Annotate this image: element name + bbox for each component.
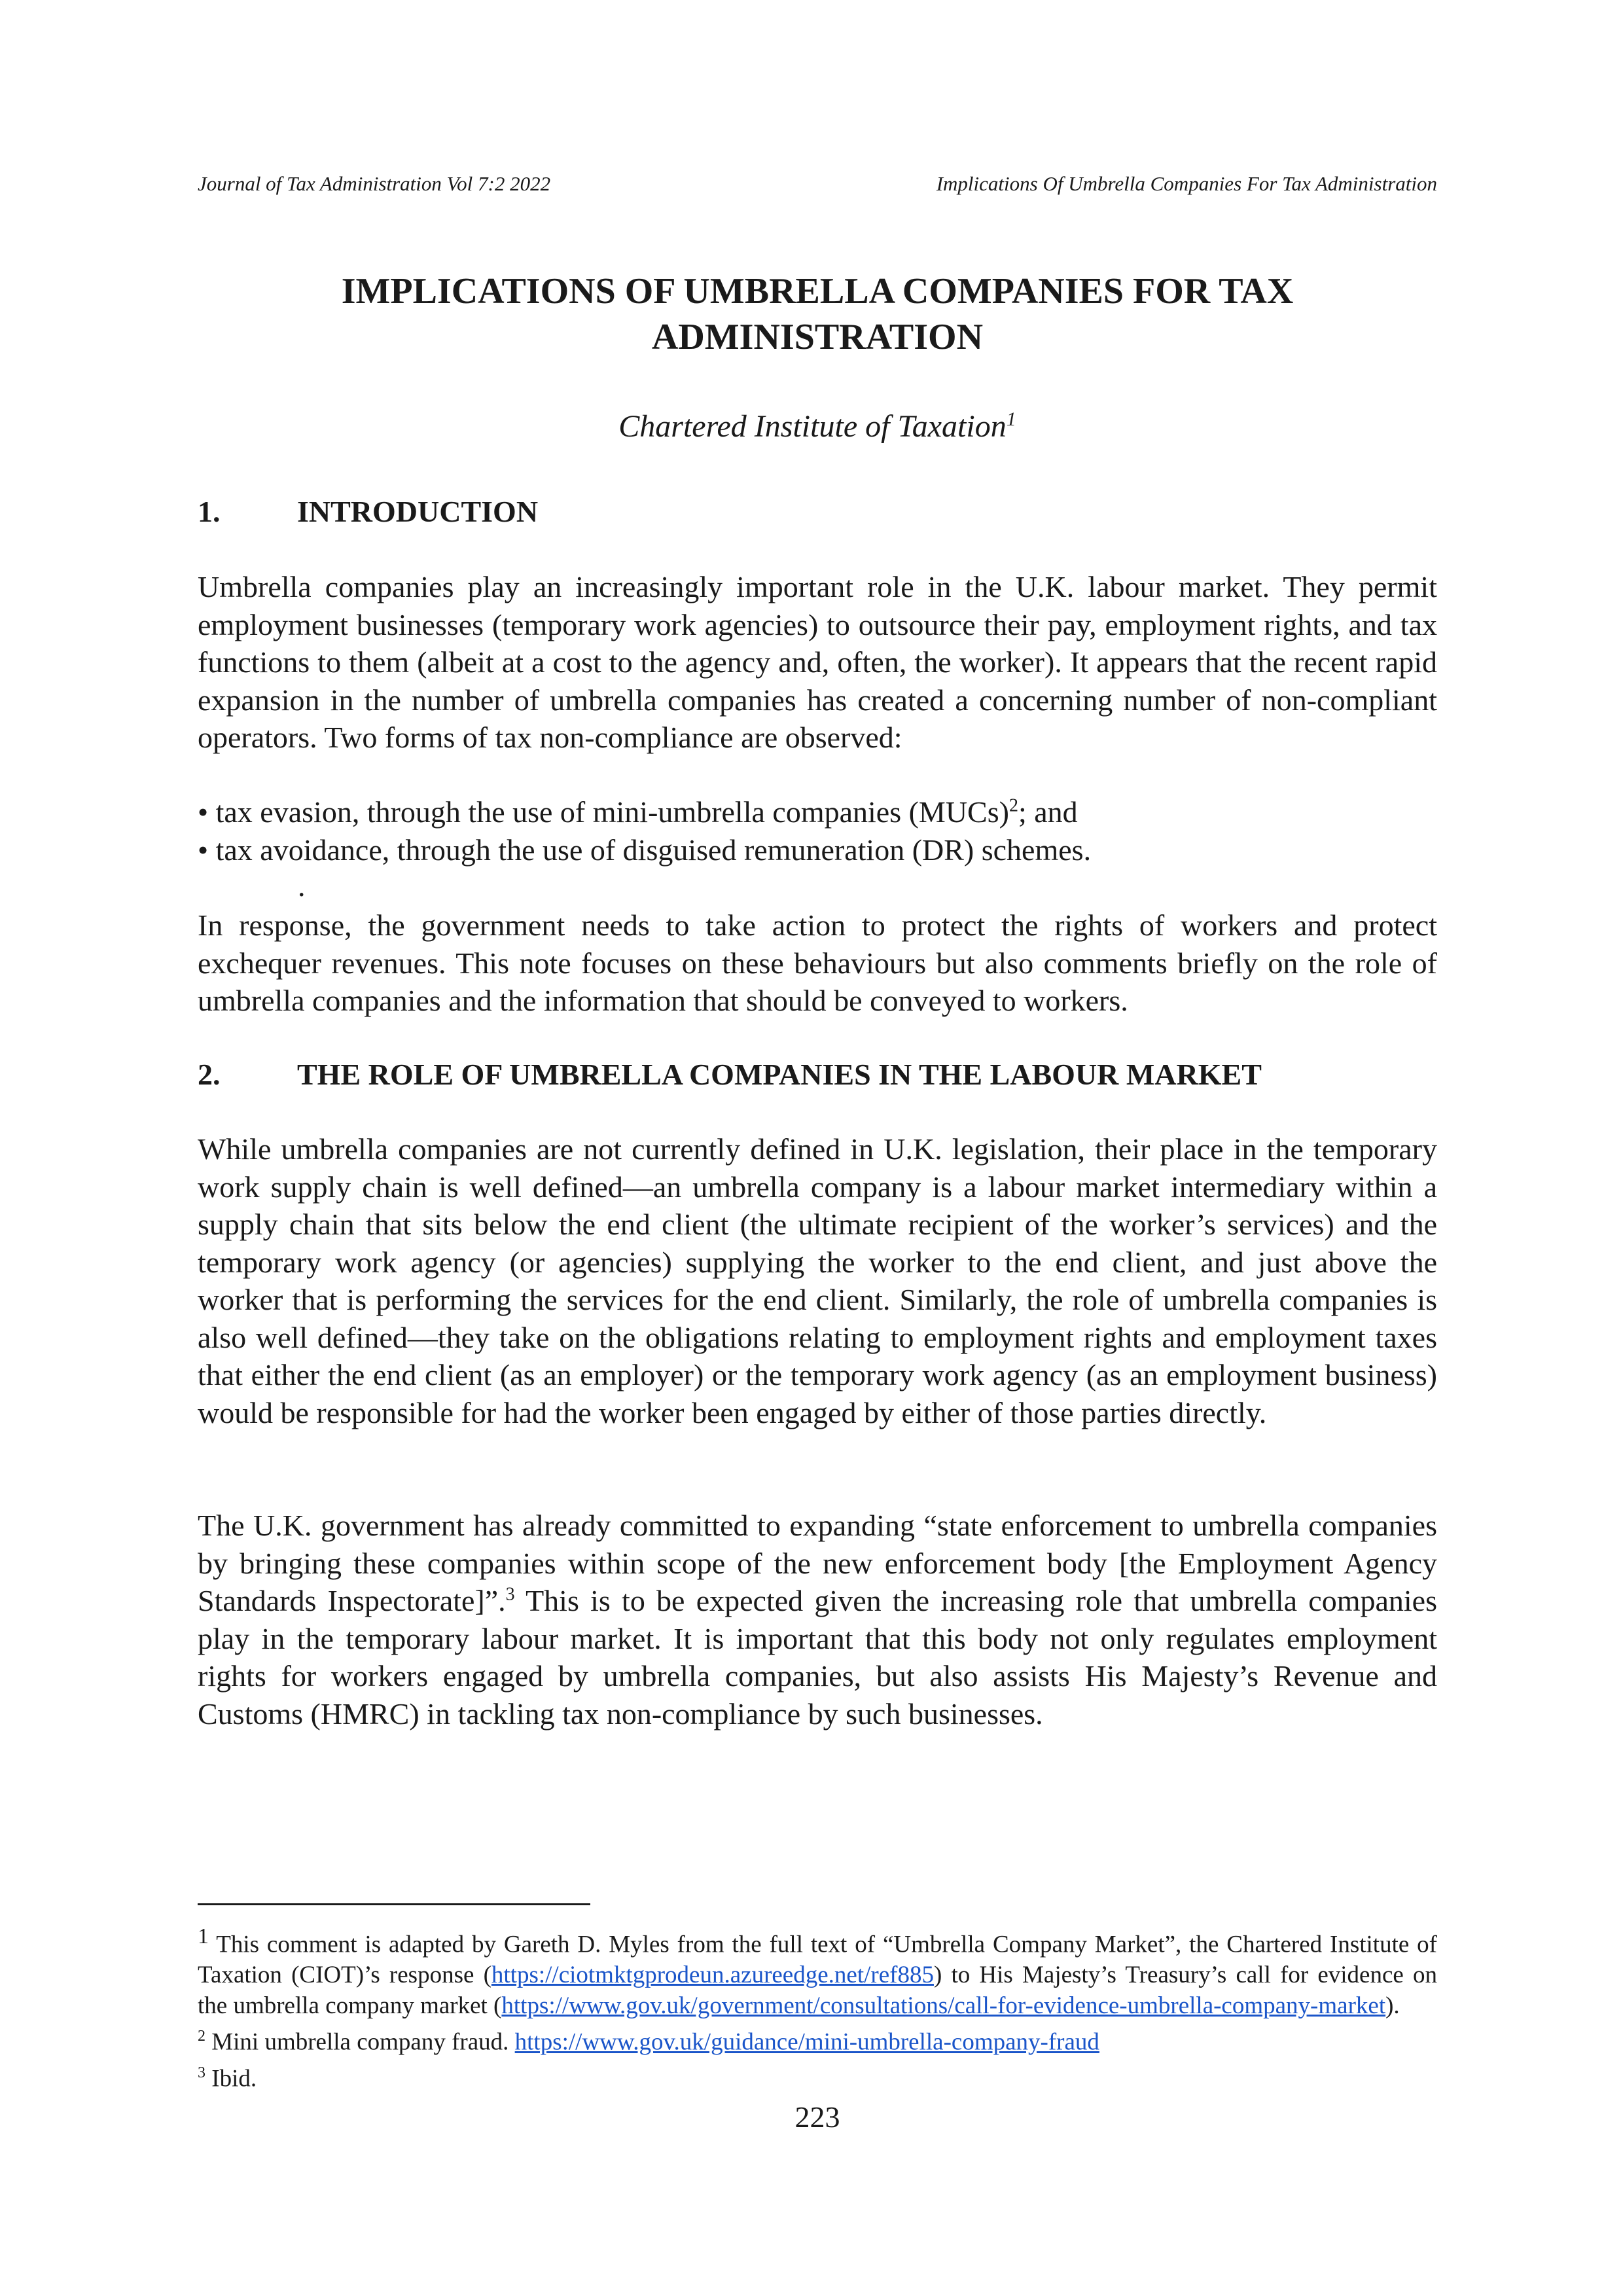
section-1-title: INTRODUCTION xyxy=(297,495,539,528)
footnote-text: Ibid. xyxy=(205,2064,257,2092)
page-number: 223 xyxy=(794,2100,840,2134)
footnote-link-govuk-consultation[interactable]: https://www.gov.uk/government/consultations/call-for-evidence-umbrella-company-market xyxy=(501,1992,1386,2020)
footnote-ref-2[interactable]: 2 xyxy=(1008,795,1018,816)
footnote-2 xyxy=(198,2021,1437,2057)
section-1-number: 1. xyxy=(198,495,221,528)
section-2-title: THE ROLE OF UMBRELLA COMPANIES IN THE LABOUR MARKET xyxy=(297,1058,1262,1091)
author-line xyxy=(198,408,1437,444)
stray-dot: . xyxy=(298,869,306,903)
footnote-mark: 3 xyxy=(198,2064,205,2081)
list-item xyxy=(198,793,1437,831)
footnote-3 xyxy=(198,2058,1437,2094)
footnote-text: ) to His Majesty’s Treasury’s call for evidence on the umbrella company market ( xyxy=(198,1962,1437,2020)
title-line-1: IMPLICATIONS OF UMBRELLA COMPANIES FOR TAX xyxy=(341,271,1294,312)
footnote-text: Mini umbrella company fraud. xyxy=(205,2028,515,2056)
footnote-mark: 2 xyxy=(198,2028,205,2045)
footnotes xyxy=(198,1921,1437,2094)
footnote-link-govuk-guidance[interactable]: https://www.gov.uk/guidance/mini-umbrella-company-fraud xyxy=(514,2028,1099,2056)
article-title xyxy=(198,268,1437,360)
section-1-paragraph-1: Umbrella companies play an increasingly important role in the U.K. labour market. They permit employment businesses (temporary work agencies) to outsource their pay, employment rights, and tax functions to them (albeit at a cost to the agency and, often, the worker). It appears that the recent rapid expansion in the number of umbrella companies has created a concerning number of non-compliant operators. Two forms of tax non-compliance are observed: xyxy=(198,570,1437,754)
section-2-number: 2. xyxy=(198,1058,221,1091)
paragraph-text-continued: This is to be expected given the increasing role that umbrella companies play in the temporary labour market. It is important that this body not only regulates employment rights for workers engaged by umbrella companies, but also assists His Majesty’s Revenue and Customs (HMRC) in tackling tax non-compliance by such businesses. xyxy=(198,1584,1438,1731)
list-item-text: • tax evasion, through the use of mini-umbrella companies (MUCs) xyxy=(198,795,1009,829)
footnote-text: This comment is adapted by Gareth D. Myles from the full text of “Umbrella Company Market”, the Chartered Institute of Taxation (CIOT)’s response ( xyxy=(198,1931,1437,1989)
paragraph-text: The U.K. government has already committed to expanding “state enforcement to umbrella companies by bringing these companies within scope of the new enforcement body [the Employment Agency Standards Inspectorate]”. xyxy=(198,1509,1437,1617)
section-1-heading xyxy=(198,494,1437,529)
noncompliance-list xyxy=(198,793,1437,869)
running-header xyxy=(198,172,1437,196)
section-2-paragraph-2 xyxy=(198,1507,1437,1732)
footnote-text: ). xyxy=(1385,1992,1400,2020)
author-name: Chartered Institute of Taxation xyxy=(618,409,1007,444)
footnote-1 xyxy=(198,1921,1437,2021)
footnote-divider xyxy=(198,1903,590,1905)
section-2-paragraph-1: While umbrella companies are not currently defined in U.K. legislation, their place in the temporary work supply chain is well defined—an umbrella company is a labour market intermediary within a supply chain that sits below the end client (the ultimate recipient of the worker’s services) and the temporary work agency (or agencies) supplying the worker to the end client, and just above the worker that is performing the services for the end client. Similarly, the role of umbrella companies is also well defined—they take on the obligations relating to employment rights and employment taxes that either the end client (as an employer) or the temporary work agency (as an employment business) would be responsible for had the worker been engaged by either of those parties directly. xyxy=(198,1132,1437,1429)
section-1-paragraph-2: In response, the government needs to take action to protect the rights of workers and protect exchequer revenues. This note focuses on these behaviours but also comments briefly on the role of umbrella companies and the information that should be conveyed to workers. xyxy=(198,908,1437,1017)
running-title: Implications Of Umbrella Companies For Tax Administration xyxy=(936,172,1437,195)
list-item xyxy=(198,831,1437,869)
journal-citation: Journal of Tax Administration Vol 7:2 2022 xyxy=(198,172,551,195)
author-footnote-ref[interactable]: 1 xyxy=(1006,408,1016,430)
footnote-ref-3[interactable]: 3 xyxy=(505,1584,515,1605)
footnote-mark: 1 xyxy=(198,1924,209,1948)
section-2-heading xyxy=(198,1057,1437,1092)
title-line-2: ADMINISTRATION xyxy=(651,317,984,357)
list-item-suffix: ; and xyxy=(1018,795,1078,829)
footnote-link-ciot[interactable]: https://ciotmktgprodeun.azureedge.net/ref885 xyxy=(491,1962,934,1989)
list-item-text: • tax avoidance, through the use of disguised remuneration (DR) schemes. xyxy=(198,833,1092,867)
